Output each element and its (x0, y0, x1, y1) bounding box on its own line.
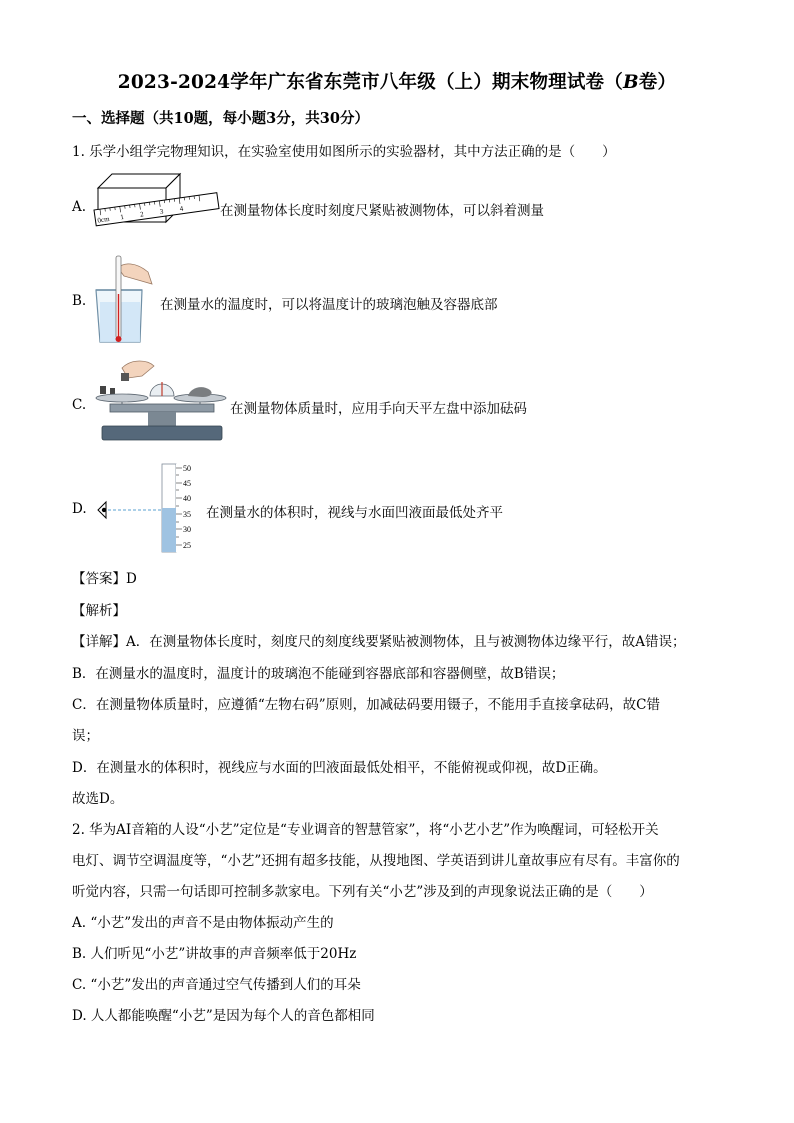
detail-line-6: 故选D。 (72, 791, 124, 807)
thermometer-beaker-figure (92, 254, 156, 346)
q1-option-d-text: 在测量水的体积时，视线与水面凹液面最低处齐平 (206, 505, 503, 521)
q1-option-c-text: 在测量物体质量时，应用手向天平左盘中添加砝码 (230, 401, 527, 417)
ruler-block-figure (92, 170, 222, 240)
q2-stem-line-1: 2. 华为AI音箱的人设“小艺”定位是“专业调音的智慧管家”，将“小艺小艺”作为唤醒词，可轻松开关 (72, 822, 659, 838)
ruler-label-2: 2 (139, 210, 145, 219)
ruler-label-3: 3 (159, 207, 164, 216)
detail-line-3: C．在测量物体质量时，应遵循“左物右码”原则，加减砝码要用镊子，不能用手直接拿砝码，故C错 (72, 697, 660, 713)
q2-option-c: C. “小艺”发出的声音通过空气传播到人们的耳朵 (72, 977, 361, 993)
detail-line-1: 【详解】A．在测量物体长度时，刻度尺的刻度线要紧贴被测物体，且与被测物体边缘平行，故A错误； (72, 634, 686, 650)
cylinder-label-30: 30 (183, 525, 191, 534)
q1-option-d-label: D. (72, 501, 87, 517)
page-title: 2023-2024学年广东省东莞市八年级（上）期末物理试卷（B卷） (117, 72, 677, 93)
detail-line-4: 误； (72, 728, 99, 744)
section-heading: 一、选择题（共10题，每小题3分，共30分） (72, 110, 369, 127)
ruler-label-1: 1 (119, 212, 125, 222)
ruler-label-4: 4 (179, 204, 184, 214)
answer-value: D (126, 571, 137, 587)
q1-option-a-label: A. (72, 199, 87, 215)
cylinder-label-45: 45 (183, 479, 191, 488)
answer-line (72, 567, 137, 587)
q1-option-c-label: C. (72, 397, 87, 413)
q2-option-d: D. 人人都能唤醒“小艺”是因为每个人的音色都相同 (72, 1008, 375, 1024)
q1-stem: 1. 乐学小组学完物理知识，在实验室使用如图所示的实验器材，其中方法正确的是（ ） (72, 144, 616, 160)
q1-option-b-label: B. (72, 293, 87, 309)
cylinder-label-40: 40 (183, 494, 191, 503)
q2-option-b: B. 人们听见“小艺”讲故事的声音频率低于20Hz (72, 946, 357, 962)
cylinder-label-50: 50 (183, 464, 191, 473)
q2-option-a: A. “小艺”发出的声音不是由物体振动产生的 (72, 915, 334, 931)
cylinder-label-35: 35 (183, 510, 191, 519)
q1-option-a-text: 在测量物体长度时刻度尺紧贴被测物体，可以斜着测量 (220, 203, 544, 219)
q2-stem-line-2: 电灯、调节空调温度等，“小艺”还拥有超多技能，从搜地图、学英语到讲儿童故事应有尽有。丰富你的 (72, 853, 680, 869)
detail-line-5: D．在测量水的体积时，视线应与水面的凹液面最低处相平，不能俯视或仰视，故D正确。 (72, 760, 607, 776)
q2-stem-line-3: 听觉内容，只需一句话即可控制多款家电。下列有关“小艺”涉及到的声现象说法正确的是（ ） (72, 884, 653, 900)
graduated-cylinder-figure (92, 462, 204, 554)
ruler-label-0: 0cm (96, 214, 111, 225)
cylinder-label-25: 25 (183, 541, 191, 550)
detail-line-2: B．在测量水的温度时，温度计的玻璃泡不能碰到容器底部和容器侧壁，故B错误； (72, 666, 565, 682)
balance-scale-figure (92, 356, 232, 450)
analysis-label: 【解析】 (72, 603, 126, 619)
q1-option-b-text: 在测量水的温度时，可以将温度计的玻璃泡触及容器底部 (160, 297, 498, 313)
answer-label: 【答案】 (72, 571, 126, 587)
